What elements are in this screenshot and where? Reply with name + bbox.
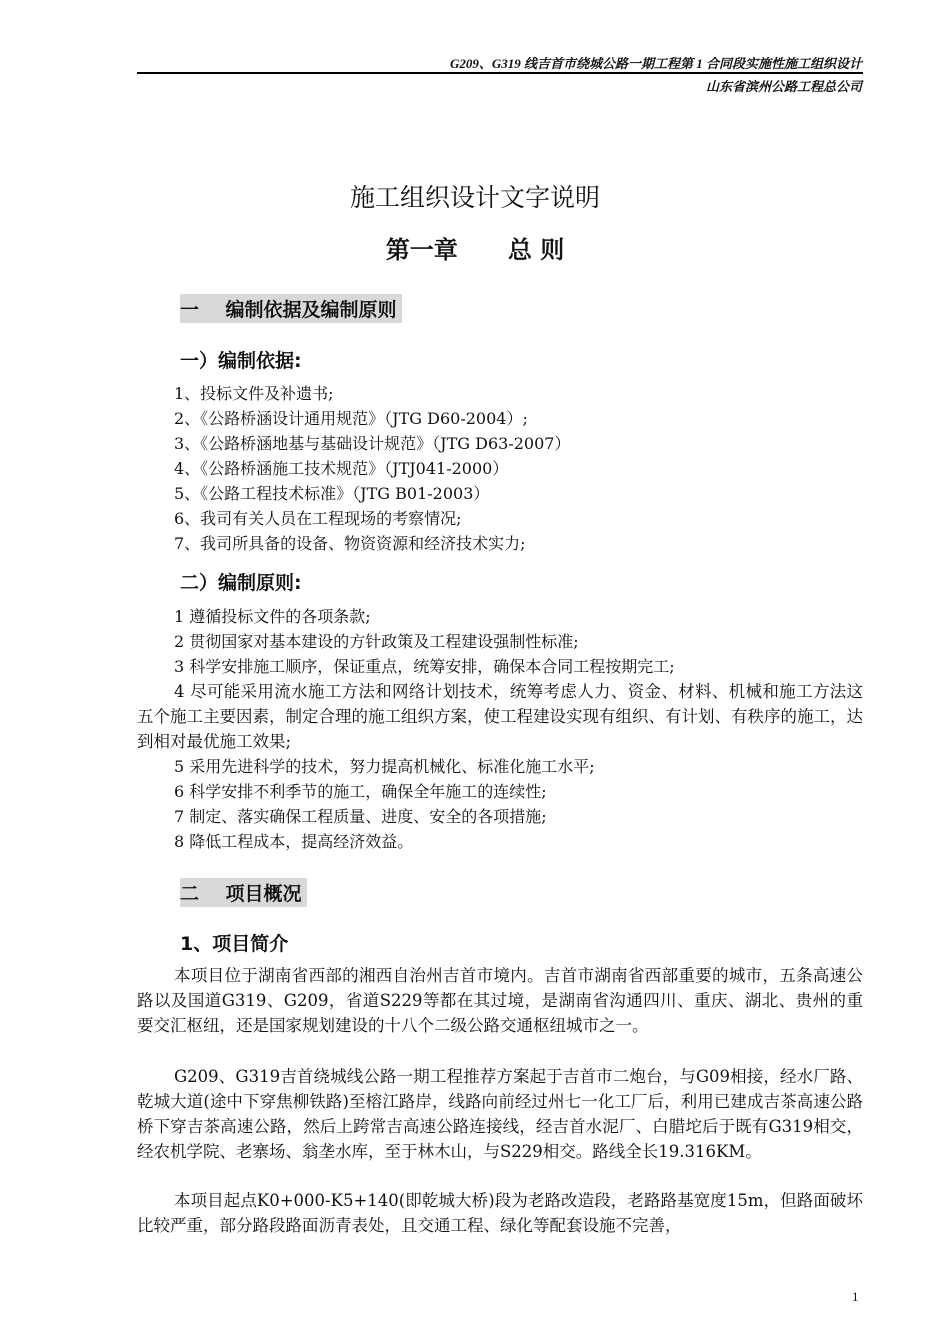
list-item: 4、《公路桥涵施工技术规范》（JTJ041-2000）	[174, 459, 509, 478]
paragraph-start-segment: 本项目起点K0+000-K5+140(即乾城大桥)段为老路改造段，老路路基宽度15m，但路面破坏比较严重，部分路段路面沥青表处，且交通工程、绿化等配套设施不完善，	[137, 1191, 863, 1235]
list-item: 3、《公路桥涵地基与基础设计规范》（JTG D63-2007）	[174, 434, 571, 453]
list-item: 5 采用先进科学的技术，努力提高机械化、标准化施工水平;	[174, 757, 595, 776]
list-item: 7 制定、落实确保工程质量、进度、安全的各项措施;	[174, 807, 547, 826]
running-header-title: G209、G319 线吉首市绕城公路一期工程第 1 合同段实施性施工组织设计	[449, 56, 862, 71]
list-item: 7、我司所具备的设备、物资资源和经济技术实力;	[174, 534, 526, 553]
subsection-heading-project-intro: 1、项目简介	[180, 933, 289, 955]
running-header-company: 山东省滨州公路工程总公司	[705, 79, 862, 94]
list-item: 1 遵循投标文件的各项条款;	[174, 607, 371, 626]
list-item: 6、我司有关人员在工程现场的考察情况;	[174, 509, 462, 528]
principles-list	[174, 604, 864, 679]
basis-list	[174, 381, 570, 556]
list-item: 3 科学安排施工顺序，保证重点，统筹安排，确保本合同工程按期完工;	[174, 657, 675, 676]
list-item: 8 降低工程成本，提高经济效益。	[174, 832, 414, 851]
chapter-heading: 第一章 总 则	[385, 236, 565, 264]
paragraph-route: G209、G319吉首绕城线公路一期工程推荐方案起于吉首市二炮台，与G09相接，经水厂路、乾城大道(途中下穿焦柳铁路)至榕江路岸，线路向前经过州七一化工厂后，利用已建成吉茶高速公路桥下穿吉茶高速公路，然后上跨常吉高速公路连接线，经吉首水泥厂、白腊坨后于既有G319相交，经农机学院、老寨场、翁垄水库，至于林木山，与S229相交。路线全长19.316KM。	[137, 1067, 863, 1161]
subsection-heading-basis: 一）编制依据:	[180, 350, 302, 372]
section-heading-2: 二 项目概况	[180, 878, 307, 907]
list-item: 2、《公路桥涵设计通用规范》（JTG D60-2004）;	[174, 409, 528, 428]
list-item: 2 贯彻国家对基本建设的方针政策及工程建设强制性标准;	[174, 632, 579, 651]
page-number: 1	[852, 1289, 859, 1304]
document-title: 施工组织设计文字说明	[349, 183, 600, 212]
section-heading-1: 一 编制依据及编制原则	[180, 294, 402, 323]
subsection-heading-principles: 二）编制原则:	[180, 572, 302, 594]
principles-list-continued	[174, 754, 595, 854]
list-item: 1、投标文件及补遗书;	[174, 384, 334, 403]
principle-item-4: 4 尽可能采用流水施工方法和网络计划技术，统筹考虑人力、资金、材料、机械和施工方法这五个施工主要因素，制定合理的施工组织方案，使工程建设实现有组织、有计划、有秩序的施工，达到相对最优施工效果;	[137, 682, 863, 751]
list-item: 5、《公路工程技术标准》（JTG B01-2003）	[174, 484, 490, 503]
paragraph-location: 本项目位于湖南省西部的湘西自治州吉首市境内。吉首市湖南省西部重要的城市，五条高速公路以及国道G319、G209，省道S229等都在其过境，是湖南省沟通四川、重庆、湖北、贵州的重要交汇枢纽，还是国家规划建设的十八个二级公路交通枢纽城市之一。	[137, 966, 863, 1035]
list-item: 6 科学安排不利季节的施工，确保全年施工的连续性;	[174, 782, 547, 801]
header-rule	[137, 72, 863, 74]
